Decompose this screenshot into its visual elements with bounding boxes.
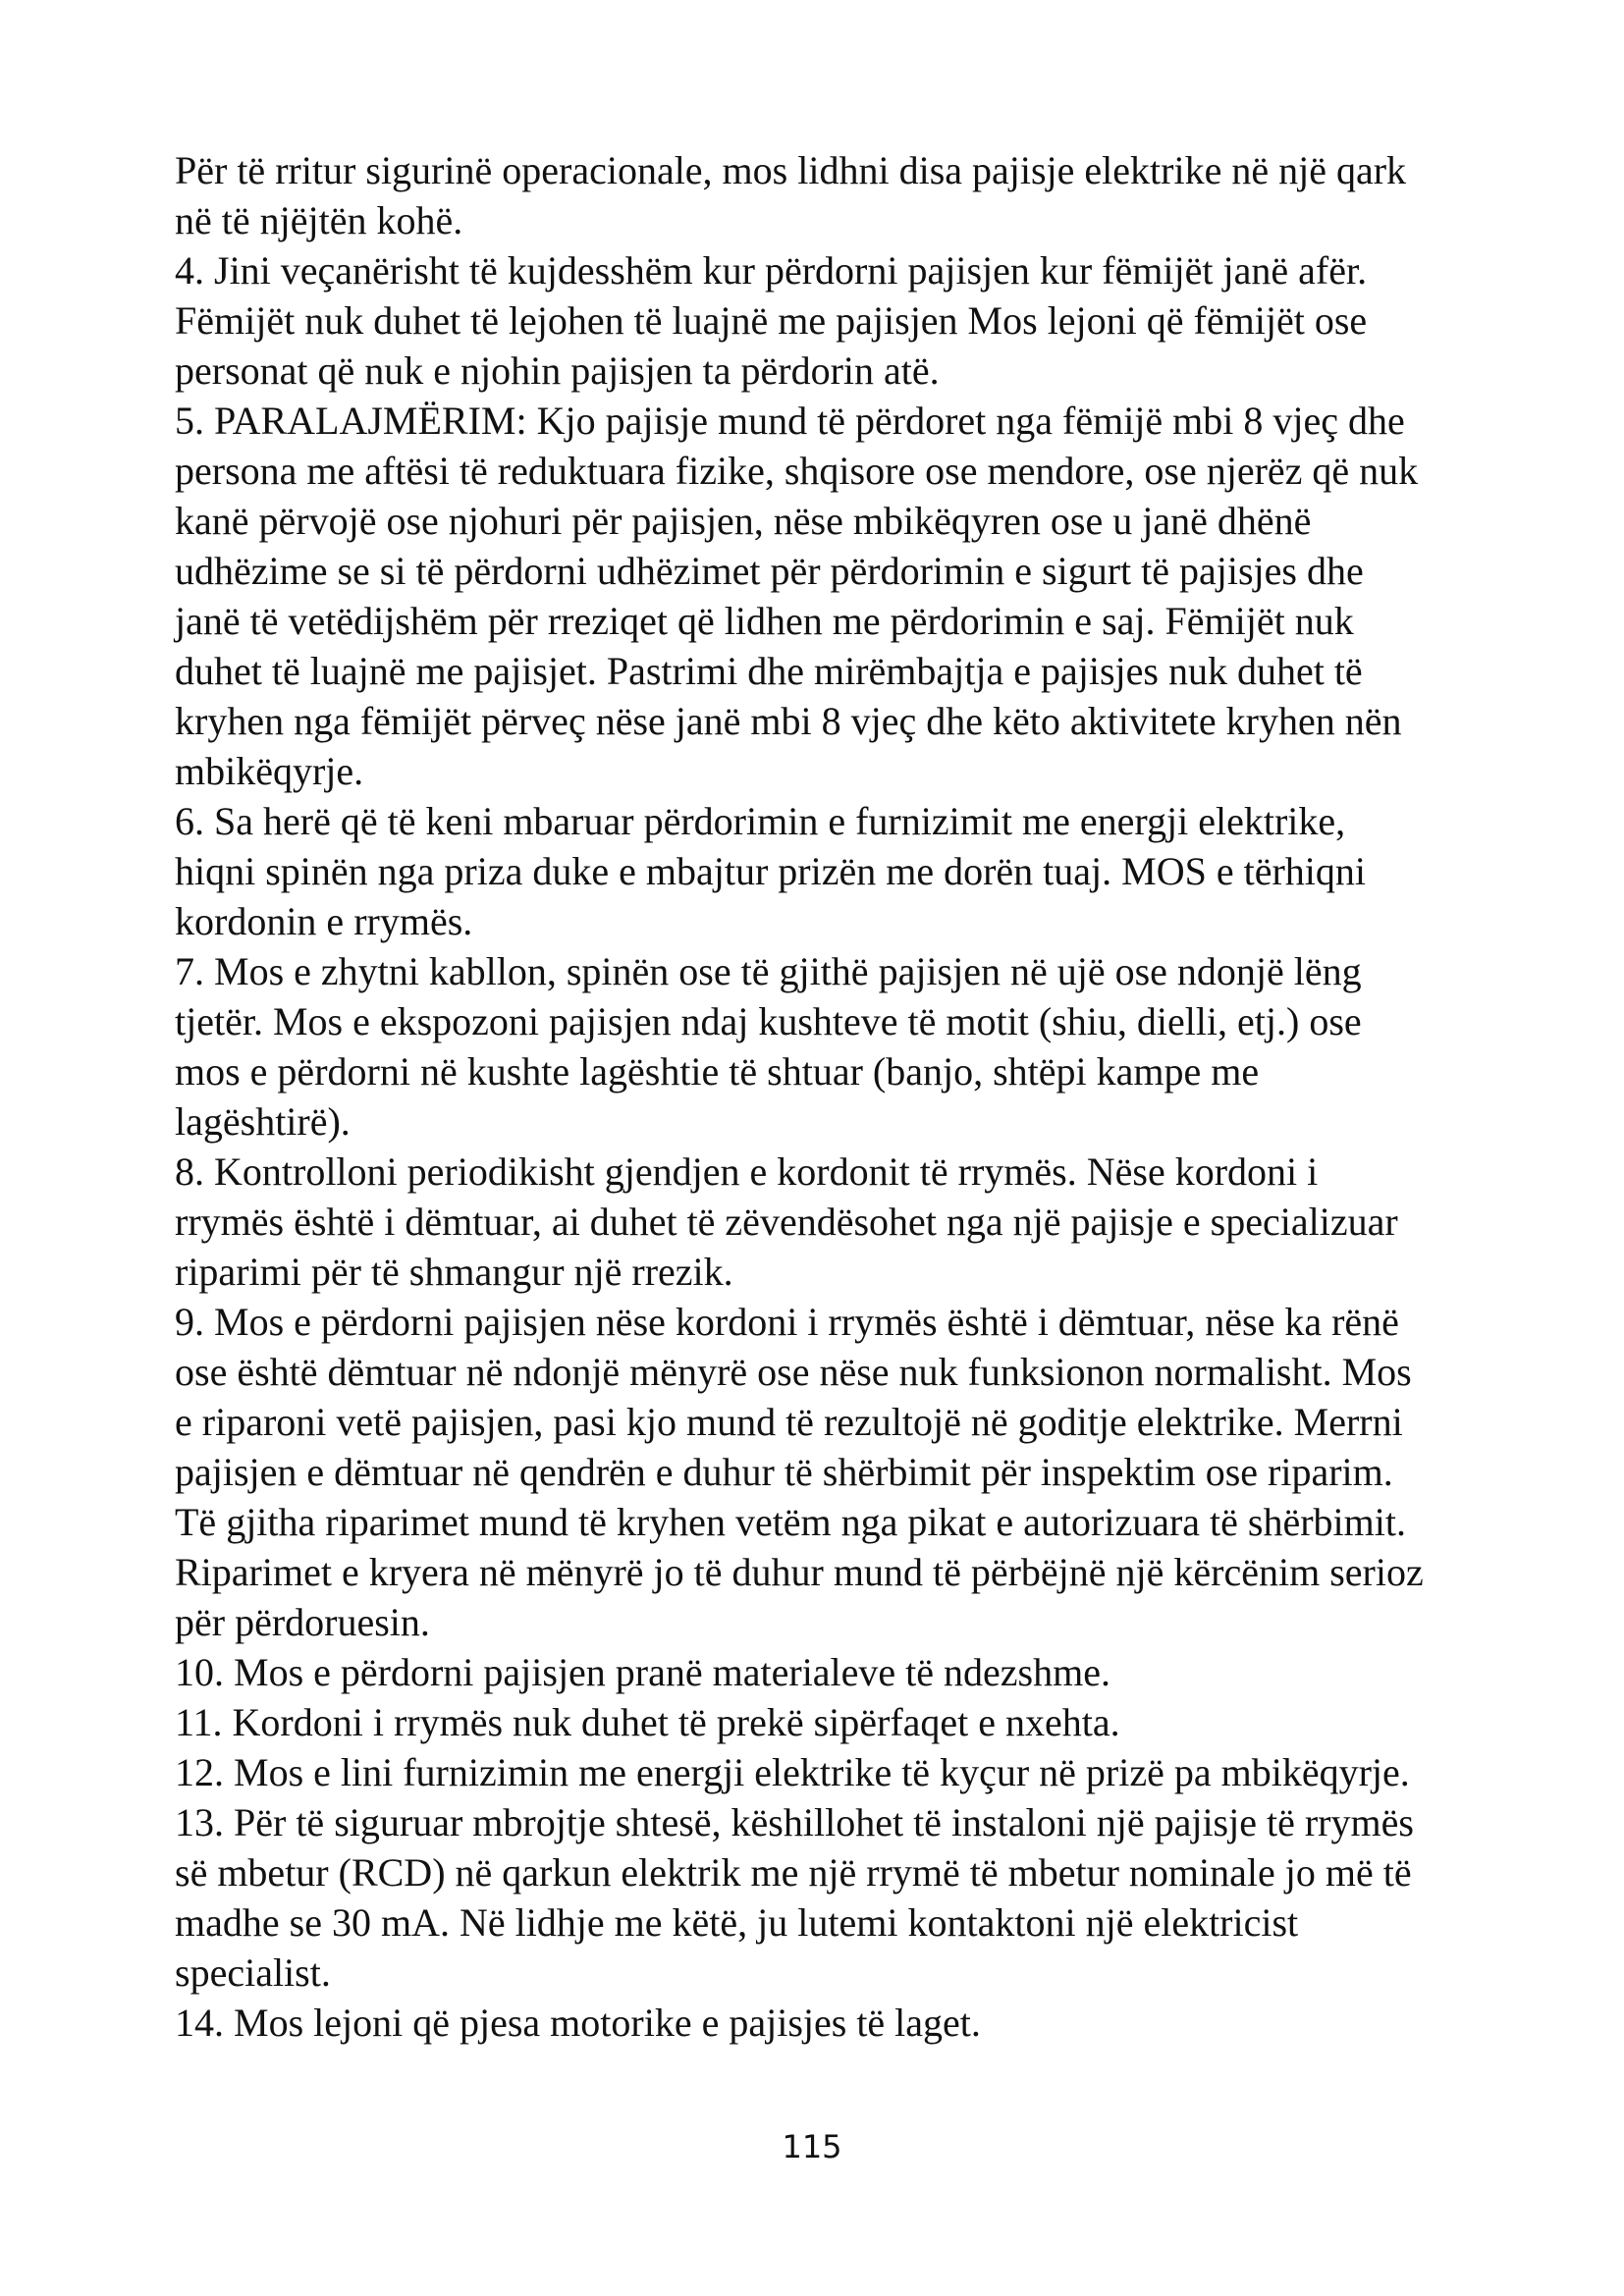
text-line: kordonin e rrymës. [175,899,473,943]
text-line: Për të rritur sigurinë operacionale, mos lidhni disa pajisje elektrike në një qark [175,148,1407,192]
text-line: mbikëqyrje. [175,749,364,793]
text-line: e riparoni vetë pajisjen, pasi kjo mund të rezultojë në goditje elektrike. Merrni [175,1400,1403,1444]
text-line: riparimi për të shmangur një rrezik. [175,1250,733,1294]
text-line: personat që nuk e njohin pajisjen ta përdorin atë. [175,348,940,393]
text-line: 11. Kordoni i rrymës nuk duhet të prekë sipërfaqet e nxehta. [175,1700,1120,1744]
text-line: Të gjitha riparimet mund të kryhen vetëm nga pikat e autorizuara të shërbimit. [175,1500,1407,1544]
text-line: së mbetur (RCD) në qarkun elektrik me një rrymë të mbetur nominale jo më të [175,1850,1412,1895]
text-line: hiqni spinën nga priza duke e mbajtur prizën me dorën tuaj. MOS e tërhiqni [175,849,1367,893]
text-line: 5. PARALAJMËRIM: Kjo pajisje mund të përdoret nga fëmijë mbi 8 vjeç dhe [175,399,1405,443]
text-line: 6. Sa herë që të keni mbaruar përdorimin e furnizimit me energji elektrike, [175,799,1346,843]
text-line: pajisjen e dëmtuar në qendrën e duhur të shërbimit për inspektim ose riparim. [175,1450,1393,1494]
text-line: 10. Mos e përdorni pajisjen pranë materialeve të ndezshme. [175,1650,1110,1694]
text-line: 12. Mos e lini furnizimin me energji elektrike të kyçur në prizë pa mbikëqyrje. [175,1750,1410,1794]
text-line: janë të vetëdijshëm për rreziqet që lidhen me përdorimin e saj. Fëmijët nuk [175,599,1354,643]
text-line: kryhen nga fëmijët përveç nëse janë mbi 8 vjeç dhe këto aktivitete kryhen nën [175,699,1402,743]
text-line: mos e përdorni në kushte lagështie të shtuar (banjo, shtëpi kampe me [175,1049,1260,1094]
text-line: madhe se 30 mA. Në lidhje me këtë, ju lutemi kontaktoni një elektricist [175,1900,1299,1945]
text-line: në të njëjtën kohë. [175,198,463,242]
text-line: 14. Mos lejoni që pjesa motorike e pajisjes të laget. [175,2001,981,2045]
body-text [175,145,1500,2048]
text-line: 13. Për të siguruar mbrojtje shtesë, këshillohet të instaloni një pajisje të rrymës [175,1800,1414,1844]
text-line: rrymës është i dëmtuar, ai duhet të zëvendësohet nga një pajisje e specializuar [175,1200,1398,1244]
text-line: 8. Kontrolloni periodikisht gjendjen e kordonit të rrymës. Nëse kordoni i [175,1149,1319,1194]
text-line: persona me aftësi të reduktuara fizike, shqisore ose mendore, ose njerëz që nuk [175,449,1419,493]
text-line: duhet të luajnë me pajisjet. Pastrimi dhe mirëmbajtja e pajisjes nuk duhet të [175,649,1363,693]
text-line: lagështirë). [175,1099,351,1144]
text-line: udhëzime se si të përdorni udhëzimet për përdorimin e sigurt të pajisjes dhe [175,549,1364,593]
text-line: për përdoruesin. [175,1600,430,1644]
text-line: specialist. [175,1950,331,1995]
page-number: 115 [782,2128,842,2165]
text-line: Riparimet e kryera në mënyrë jo të duhur mund të përbëjnë një kërcënim serioz [175,1550,1424,1594]
text-line: tjetër. Mos e ekspozoni pajisjen ndaj kushteve të motit (shiu, dielli, etj.) ose [175,999,1362,1043]
text-line: Fëmijët nuk duhet të lejohen të luajnë me pajisjen Mos lejoni që fëmijët ose [175,298,1368,343]
text-line: kanë përvojë ose njohuri për pajisjen, nëse mbikëqyren ose u janë dhënë [175,499,1312,543]
text-line: ose është dëmtuar në ndonjë mënyrë ose nëse nuk funksionon normalisht. Mos [175,1350,1412,1394]
text-line: 4. Jini veçanërisht të kujdesshëm kur përdorni pajisjen kur fëmijët janë afër. [175,248,1368,293]
text-line: 9. Mos e përdorni pajisjen nëse kordoni i rrymës është i dëmtuar, nëse ka rënë [175,1300,1399,1344]
text-line: 7. Mos e zhytni kabllon, spinën ose të gjithë pajisjen në ujë ose ndonjë lëng [175,949,1362,993]
